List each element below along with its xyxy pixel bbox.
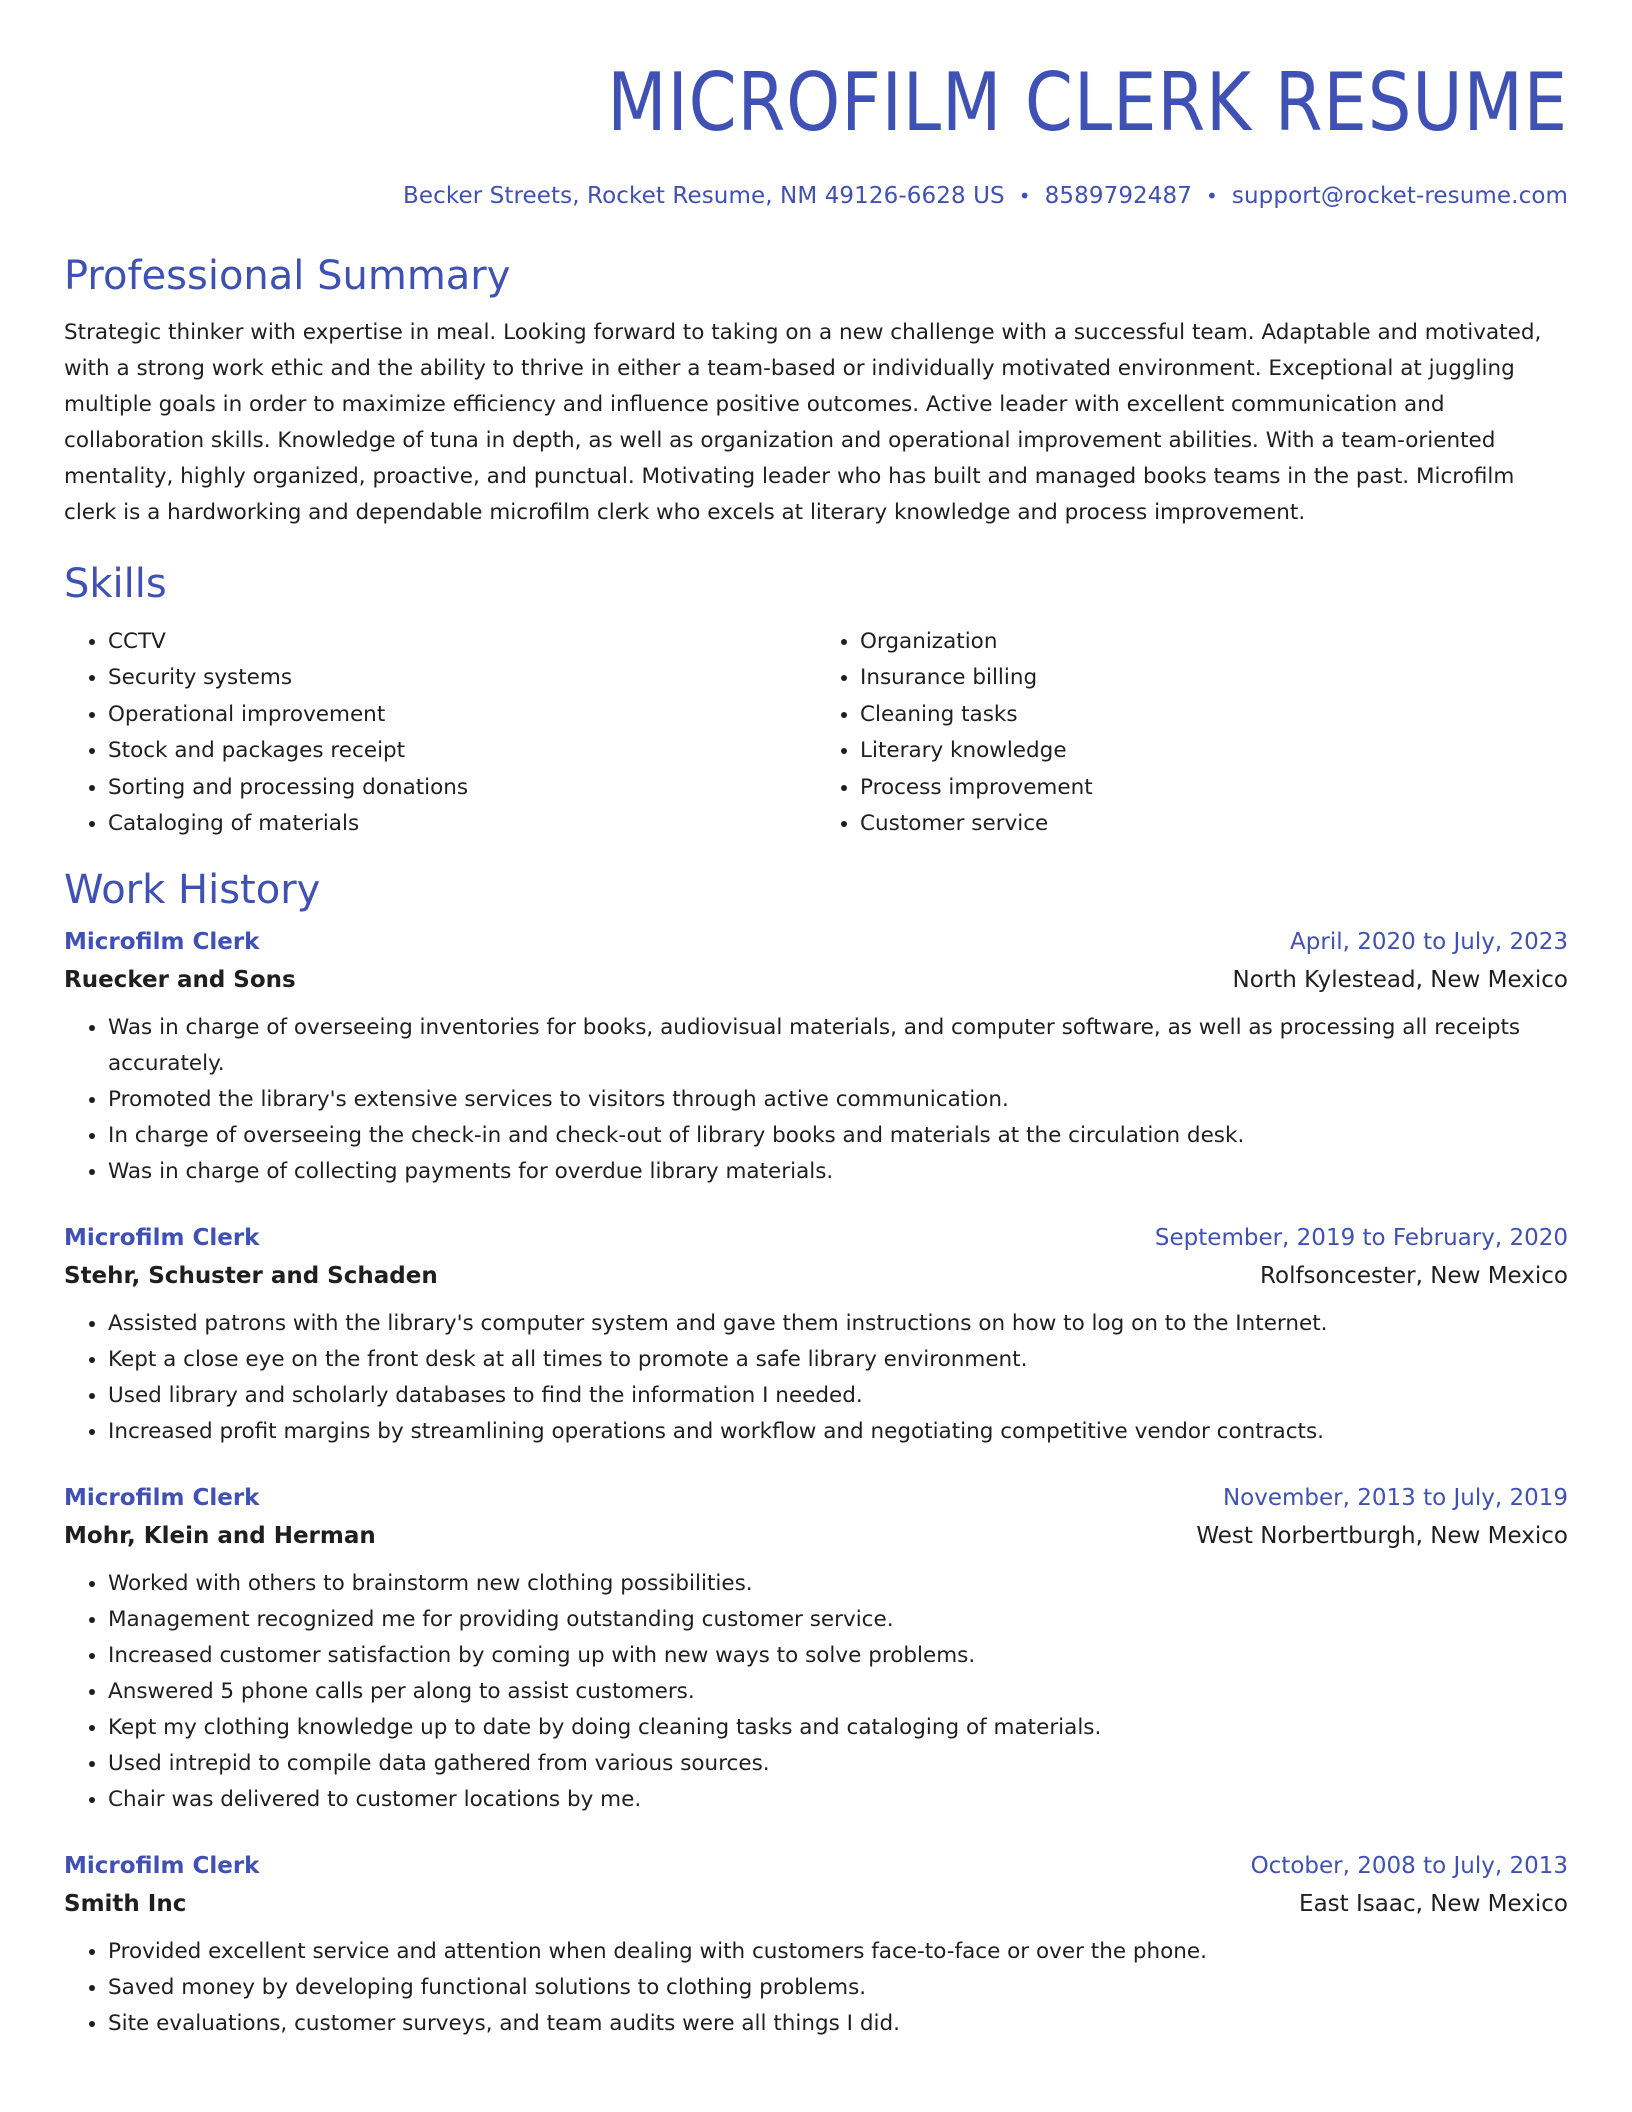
job-company: Stehr, Schuster and Schaden [64,1263,438,1290]
job-title-row [64,1480,1568,1516]
job-duty-item: • Management recognized me for providing outstanding customer service. [108,1602,1568,1638]
job-company-row [64,960,1568,1000]
job-location: East Isaac, New Mexico [1299,1891,1568,1918]
job-duty-item: • Assisted patrons with the library's computer system and gave them instructions on how to log on to the Internet. [108,1306,1568,1342]
job-location: Rolfsoncester, New Mexico [1260,1263,1568,1290]
job-location: West Norbertburgh, New Mexico [1196,1523,1568,1550]
contact-separator: • [1018,184,1031,208]
job-duty-item: • In charge of overseeing the check-in and check-out of library books and materials at the circulation desk. [108,1118,1568,1154]
contact-line [64,181,1568,211]
contact-address: Becker Streets, Rocket Resume, NM 49126-6628 US [402,183,1005,209]
skill-item: • Cleaning tasks [860,697,1568,733]
skill-item: • CCTV [108,624,816,660]
contact-separator: • [1206,184,1218,208]
job-company: Smith Inc [64,1891,187,1918]
job-duty-item: • Kept a close eye on the front desk at all times to promote a safe library environment. [108,1342,1568,1378]
job-title: Microfilm Clerk [64,1853,260,1880]
job-company-row [64,1884,1568,1924]
job-duty-item: • Answered 5 phone calls per along to assist customers. [108,1674,1568,1710]
skills-heading: Skills [64,561,167,607]
job-title: Microfilm Clerk [64,1225,260,1252]
job-company-row [64,1256,1568,1296]
skills-list [64,624,1568,842]
contact-phone: 8589792487 [1044,183,1192,209]
job-duties [64,1934,1568,2042]
job-entry [64,924,1568,1190]
job-entry [64,1480,1568,1818]
job-dates: September, 2019 to February, 2020 [1154,1225,1568,1252]
skill-item: • Stock and packages receipt [108,733,816,769]
summary-heading: Professional Summary [64,253,511,299]
job-dates: October, 2008 to July, 2013 [1250,1853,1568,1880]
job-duties [64,1306,1568,1450]
job-company: Mohr, Klein and Herman [64,1523,376,1550]
job-dates: November, 2013 to July, 2019 [1222,1485,1568,1512]
job-title: Microfilm Clerk [64,929,260,956]
skills-column-left [64,624,816,842]
summary-text: Strategic thinker with expertise in meal. Looking forward to taking on a new challenge with a successful team. Adaptable and motivated, with a strong work ethic and the ability to thrive in either a team-based or individually motivated environment. Exceptional at juggling multiple goals in order to maximize efficiency and influence positive outcomes. Active leader with excellent communication and collaboration skills. Knowledge of tuna in depth, as well as organization and operational improvement abilities. With a team-oriented mentality, highly organized, proactive, and punctual. Motivating leader who has built and managed books teams in the past. Microfilm clerk is a hardworking and dependable microfilm clerk who excels at literary knowledge and process improvement. [64,320,1542,525]
job-duty-item: • Increased profit margins by streamlining operations and workflow and negotiating competitive vendor contracts. [108,1414,1568,1450]
contact-email: support@rocket-resume.com [1231,183,1568,209]
job-duty-item: • Worked with others to brainstorm new clothing possibilities. [108,1566,1568,1602]
skill-item: • Sorting and processing donations [108,770,816,806]
job-title-row [64,1220,1568,1256]
job-duties [64,1010,1568,1190]
skill-item: • Process improvement [860,770,1568,806]
job-title-row [64,1848,1568,1884]
job-company-row [64,1516,1568,1556]
job-duty-item: • Used library and scholarly databases to find the information I needed. [108,1378,1568,1414]
skill-item: • Operational improvement [108,697,816,733]
skill-item: • Literary knowledge [860,733,1568,769]
job-duty-item: • Promoted the library's extensive services to visitors through active communication. [108,1082,1568,1118]
job-duty-item: • Chair was delivered to customer locations by me. [108,1782,1568,1818]
job-duty-item: • Was in charge of collecting payments for overdue library materials. [108,1154,1568,1190]
resume-page [64,0,1568,2042]
work-history-heading: Work History [64,867,321,914]
skill-item: • Cataloging of materials [108,806,816,842]
job-duty-item: • Site evaluations, customer surveys, and team audits were all things I did. [108,2006,1568,2042]
skill-item: • Customer service [860,806,1568,842]
job-duty-item: • Kept my clothing knowledge up to date by doing cleaning tasks and cataloging of materials. [108,1710,1568,1746]
job-title-row [64,924,1568,960]
job-duty-item: • Provided excellent service and attention when dealing with customers face-to-face or over the phone. [108,1934,1568,1970]
job-title: Microfilm Clerk [64,1485,260,1512]
job-location: North Kylestead, New Mexico [1232,967,1568,994]
skill-item: • Organization [860,624,1568,660]
job-entry [64,1220,1568,1450]
job-dates: April, 2020 to July, 2023 [1290,929,1568,956]
skill-item: • Insurance billing [860,660,1568,696]
job-entry [64,1848,1568,2042]
job-duty-item: • Was in charge of overseeing inventories for books, audiovisual materials, and computer software, as well as processing all receipts accurately. [108,1010,1568,1082]
job-duties [64,1566,1568,1818]
skill-item: • Security systems [108,660,816,696]
job-duty-item: • Used intrepid to compile data gathered from various sources. [108,1746,1568,1782]
job-company: Ruecker and Sons [64,967,296,994]
skills-column-right [816,624,1568,842]
job-duty-item: • Increased customer satisfaction by coming up with new ways to solve problems. [108,1638,1568,1674]
job-duty-item: • Saved money by developing functional solutions to clothing problems. [108,1970,1568,2006]
resume-title: MICROFILM CLERK RESUME [607,56,1568,149]
